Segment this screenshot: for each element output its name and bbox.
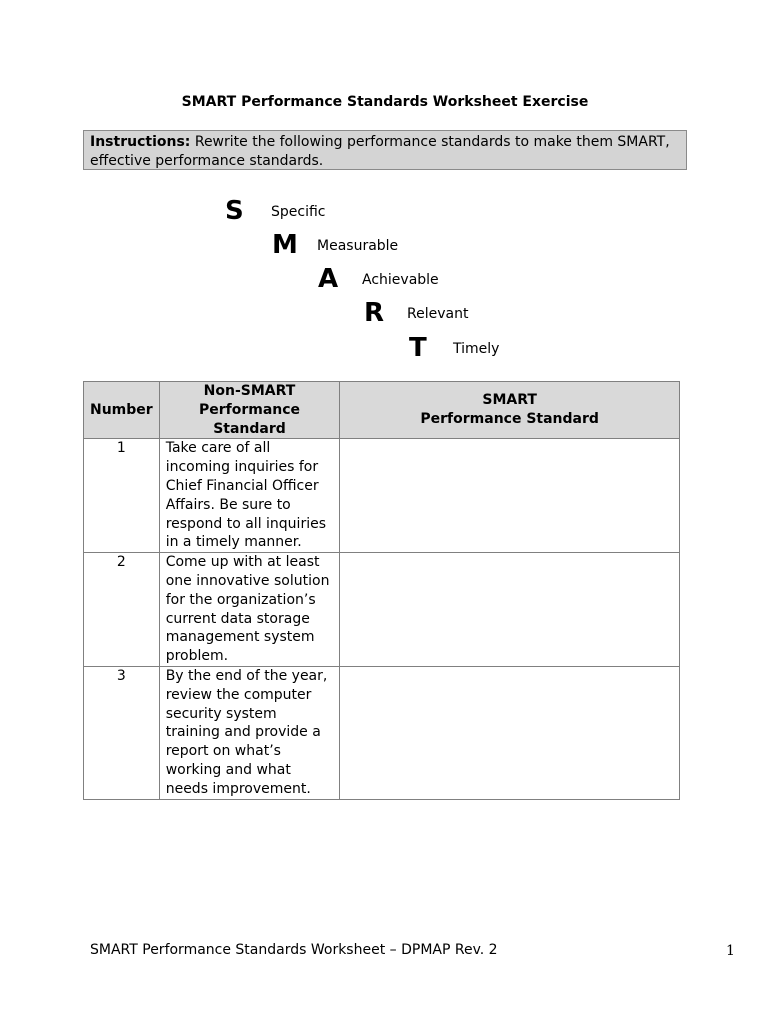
table-row (84, 553, 680, 667)
header-number: Number (84, 382, 160, 439)
smart-word-specific: Specific (271, 204, 326, 220)
standards-table (83, 381, 680, 800)
table-row (84, 439, 680, 553)
row-non-smart-text: Come up with at least one innovative solution for the organization’s current data storage management system problem. (159, 553, 340, 667)
instructions-text: Rewrite the following performance standards to make them SMART, effective performance standards. (90, 134, 670, 169)
instructions-label: Instructions: (90, 134, 191, 150)
row-non-smart-text: Take care of all incoming inquiries for Chief Financial Officer Affairs. Be sure to respond to all inquiries in a timely manner. (159, 439, 340, 553)
header-smart-line2: Performance Standard (420, 411, 599, 428)
smart-letter-r: R (364, 298, 385, 328)
row-number: 3 (84, 666, 160, 799)
row-number: 1 (84, 439, 160, 553)
smart-word-timely: Timely (453, 341, 500, 357)
smart-letter-m: M (272, 230, 298, 260)
header-non-smart: Non-SMART Performance Standard (159, 382, 340, 439)
row-non-smart-text: By the end of the year, review the computer security system training and provide a report on what’s working and what needs improvement. (159, 666, 340, 799)
smart-letter-s: S (225, 196, 244, 226)
smart-word-relevant: Relevant (407, 306, 469, 322)
page-number: 1 (726, 943, 735, 959)
smart-letter-t: T (409, 333, 427, 363)
row-smart-entry[interactable] (340, 439, 680, 553)
table-header-row (84, 382, 680, 439)
smart-letter-a: A (318, 264, 339, 294)
row-smart-entry[interactable] (340, 666, 680, 799)
page-title: SMART Performance Standards Worksheet Exercise (181, 94, 589, 110)
instructions-box (83, 130, 687, 170)
header-smart (340, 382, 680, 439)
row-number: 2 (84, 553, 160, 667)
table-row (84, 666, 680, 799)
smart-word-achievable: Achievable (362, 272, 439, 288)
smart-word-measurable: Measurable (317, 238, 399, 254)
row-smart-entry[interactable] (340, 553, 680, 667)
header-smart-line1: SMART (482, 392, 537, 409)
footer-text: SMART Performance Standards Worksheet – DPMAP Rev. 2 (90, 942, 498, 958)
